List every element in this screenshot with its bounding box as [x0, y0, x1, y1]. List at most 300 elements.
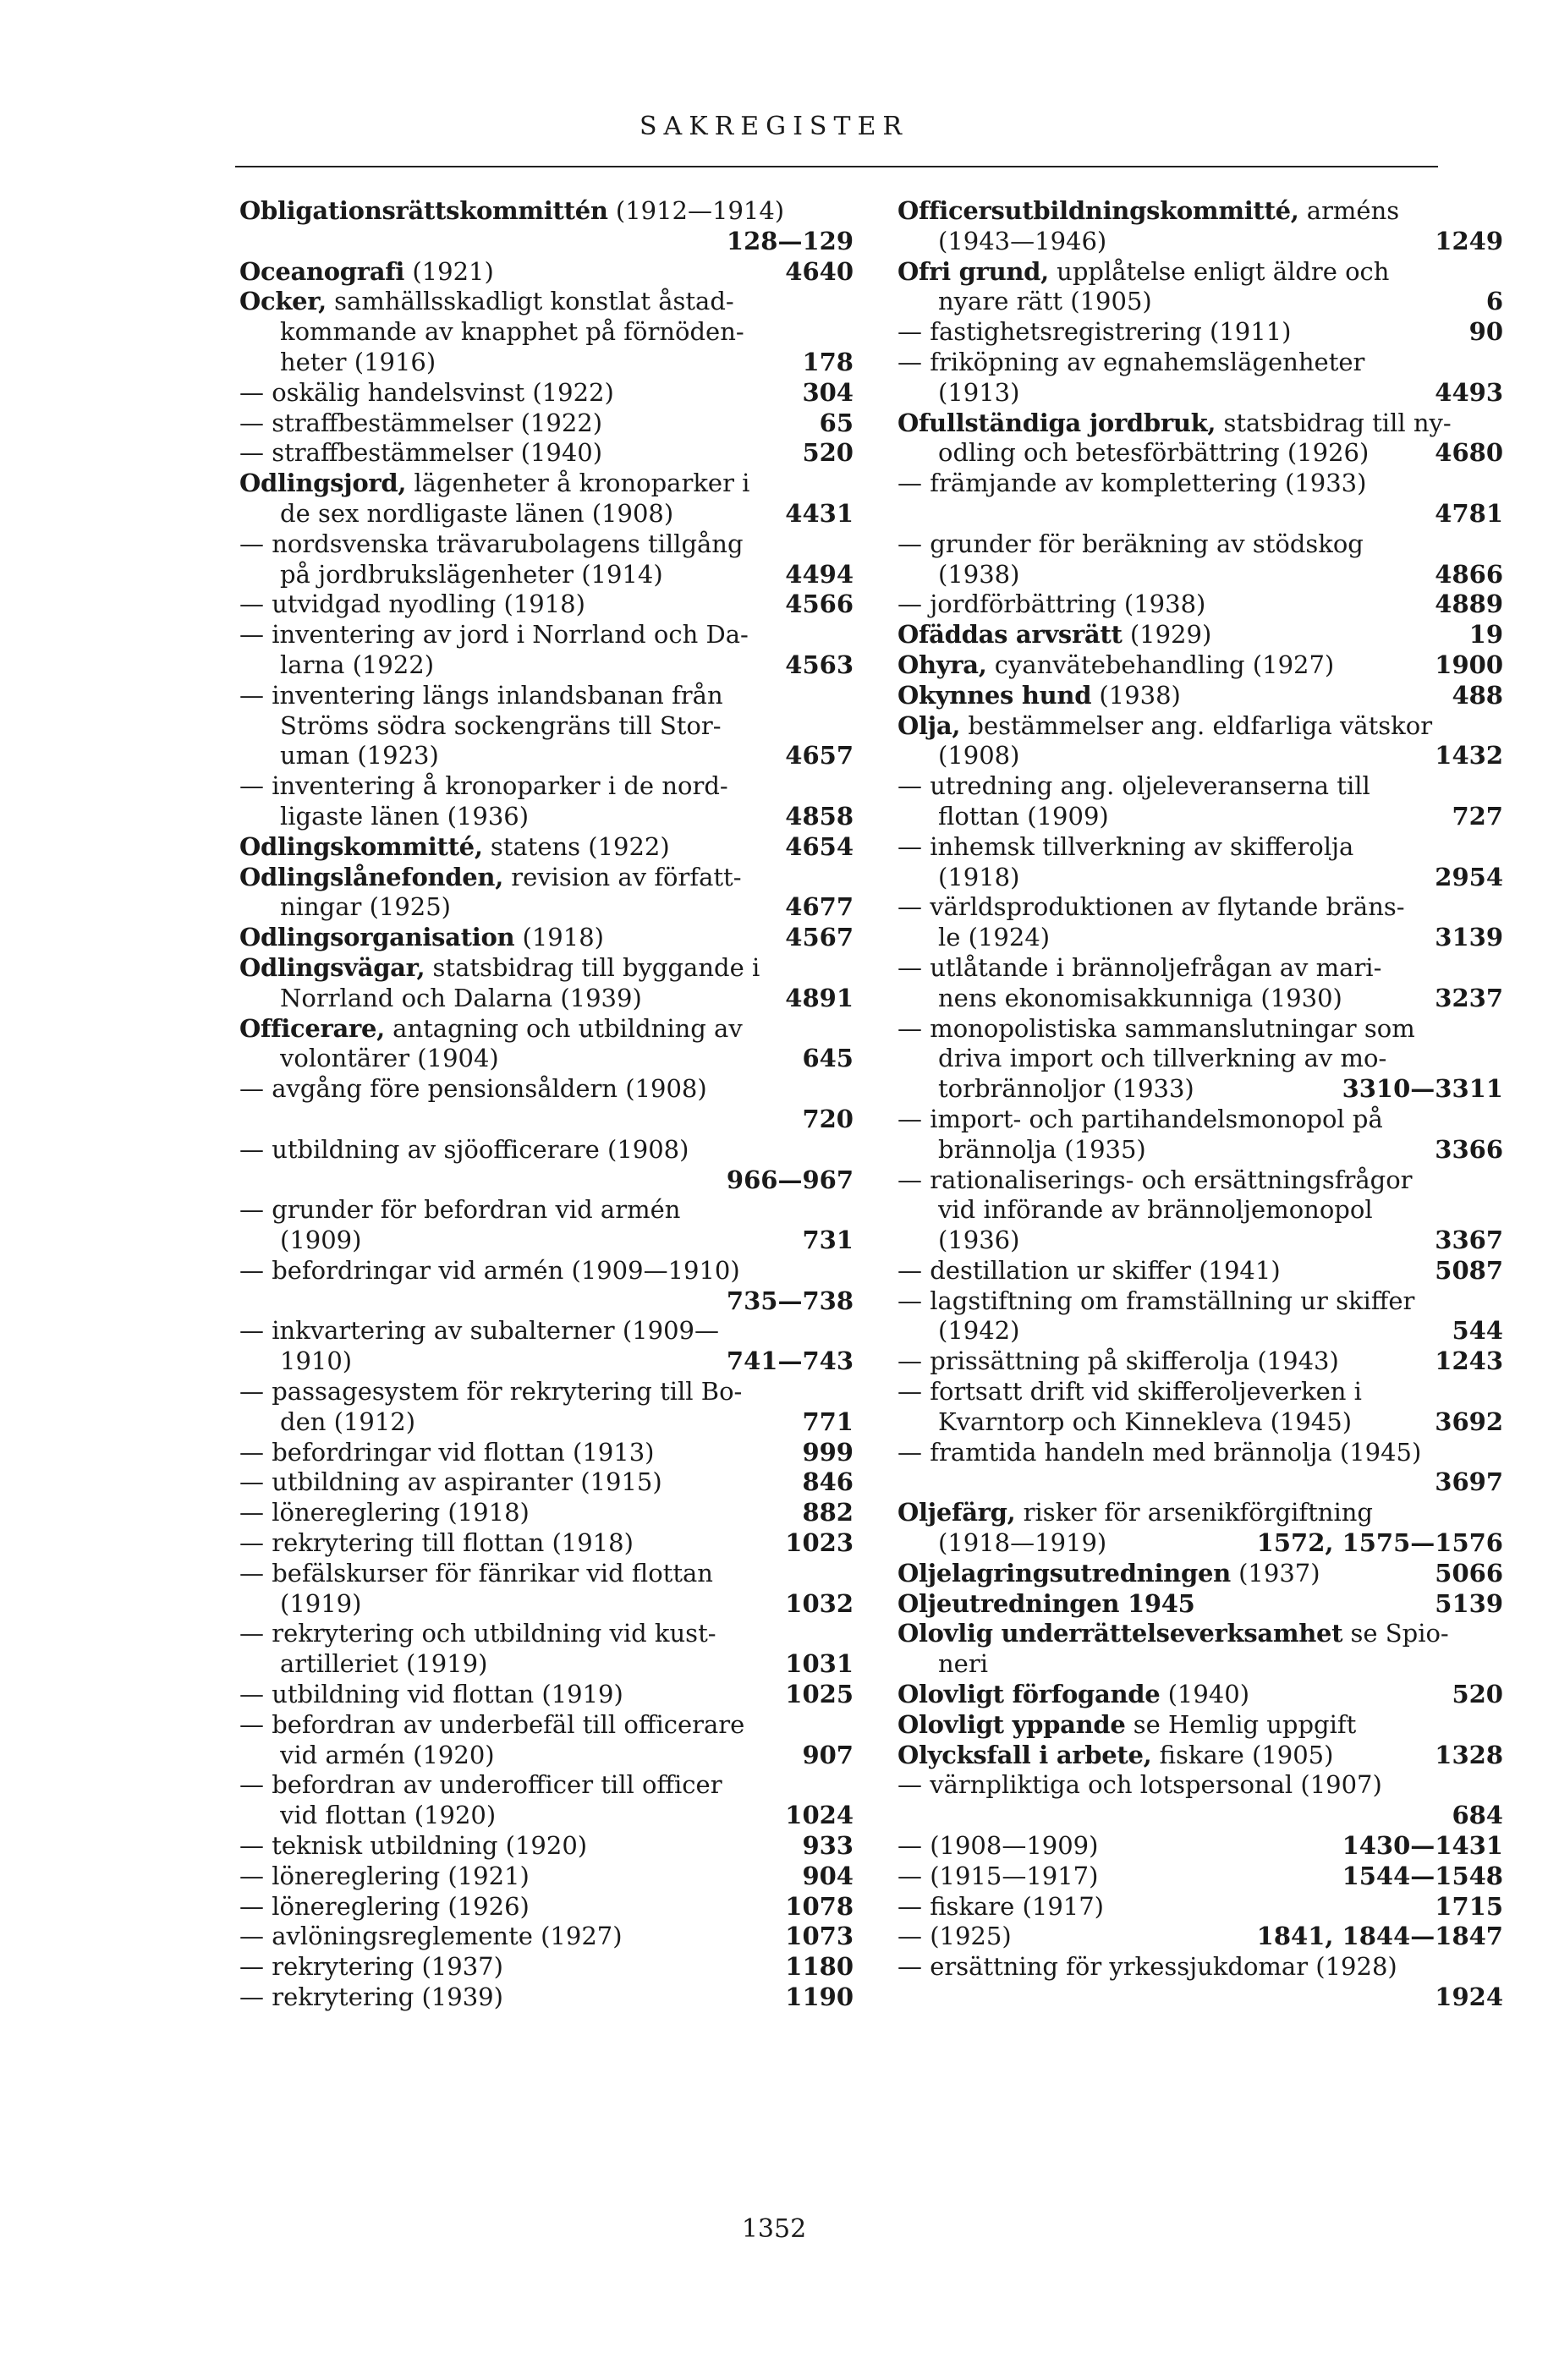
entry-continuation-line	[898, 1226, 1503, 1256]
entry-continuation-line	[898, 1407, 1503, 1438]
page-reference: 4640	[785, 256, 854, 286]
entry-line	[239, 1619, 854, 1649]
entry-continuation-line	[239, 711, 854, 742]
index-entry	[898, 711, 1503, 772]
entry-text	[898, 257, 1495, 288]
entry-continuation-line	[239, 1741, 854, 1771]
index-entry	[239, 681, 854, 771]
entry-text	[938, 1044, 1495, 1074]
entry-text	[280, 1346, 718, 1377]
index-entry	[898, 681, 1503, 711]
entry-continuation-line	[239, 892, 854, 923]
page-reference: 3697	[1435, 1467, 1503, 1497]
entry-line	[239, 438, 854, 469]
entry-line	[898, 348, 1503, 378]
entry-text	[898, 711, 1495, 742]
entry-text	[280, 499, 777, 529]
index-entry	[239, 1074, 854, 1135]
entry-description: statens (1922)	[482, 831, 670, 861]
entry-description: — lönereglering (1926)	[239, 1891, 530, 1921]
entry-continuation-line	[898, 1195, 1503, 1226]
entry-description: risker för arsenikförgiftning	[1015, 1498, 1373, 1527]
index-entry	[898, 620, 1503, 650]
entry-description: — passagesystem för rekrytering till Bo-	[239, 1377, 743, 1407]
page-reference: 3367	[1435, 1226, 1503, 1255]
entry-line	[898, 771, 1503, 802]
entry-description: uman (1923)	[280, 741, 439, 770]
index-entry	[239, 1922, 854, 1952]
entry-text	[898, 1346, 1426, 1377]
entry-text	[898, 1286, 1495, 1317]
entry-description: — destillation ur skiffer (1941)	[898, 1255, 1281, 1285]
page-reference: 1025	[785, 1680, 854, 1709]
entry-continuation-line	[239, 1226, 854, 1256]
entry-headword: Officerare,	[239, 1013, 385, 1043]
entry-text	[280, 984, 777, 1014]
entry-text	[938, 802, 1443, 832]
page-reference: 3237	[1435, 983, 1503, 1012]
entry-text	[280, 1741, 793, 1771]
index-entry	[898, 1377, 1503, 1438]
page-reference: 735—738	[726, 1286, 854, 1315]
entry-line	[239, 287, 854, 317]
entry-description: — befordringar vid armén (1909—1910)	[239, 1255, 740, 1285]
entry-text	[280, 1044, 793, 1074]
entry-continuation-line	[239, 1346, 854, 1377]
index-entry	[239, 257, 854, 288]
entry-line	[898, 953, 1503, 984]
page-reference: 4493	[1435, 377, 1503, 407]
page-reference: 304	[802, 377, 854, 407]
entry-description: de sex nordligaste länen (1908)	[280, 498, 674, 528]
entry-line	[898, 1619, 1503, 1649]
entry-line	[898, 1498, 1503, 1528]
index-entry	[239, 1892, 854, 1922]
entry-description: — avgång före pensionsåldern (1908)	[239, 1074, 707, 1104]
entry-description: — prissättning på skifferolja (1943)	[898, 1346, 1339, 1376]
entry-continuation-line	[239, 984, 854, 1014]
page-reference: 771	[802, 1407, 854, 1436]
entry-line	[898, 1014, 1503, 1045]
entry-description: den (1912)	[280, 1407, 416, 1436]
entry-text	[898, 409, 1495, 439]
entry-description: statsbidrag till byggande i	[425, 952, 760, 982]
page-reference: 178	[802, 347, 854, 376]
entry-description: arméns	[1298, 196, 1400, 225]
index-entry	[898, 529, 1503, 590]
page-reference: 520	[1452, 1680, 1503, 1709]
entry-text	[239, 1770, 845, 1801]
entry-description: neri	[938, 1649, 988, 1679]
page-reference: 4654	[785, 831, 854, 861]
index-entry	[239, 620, 854, 681]
entry-line	[239, 1467, 854, 1498]
entry-description: statsbidrag till ny-	[1216, 408, 1452, 437]
entry-text	[898, 832, 1495, 863]
page-reference: 4431	[785, 498, 854, 528]
entry-text	[239, 953, 845, 984]
entry-description: på jordbrukslägenheter (1914)	[280, 559, 663, 589]
entry-text	[239, 1014, 845, 1045]
entry-description: (1921)	[404, 256, 494, 286]
entry-description: (1937)	[1230, 1558, 1320, 1588]
index-entry	[898, 317, 1503, 348]
page-reference: 1032	[785, 1588, 854, 1618]
entry-continuation-line	[898, 1528, 1503, 1559]
entry-continuation-line	[898, 1074, 1503, 1105]
entry-description: nyare rätt (1905)	[938, 287, 1152, 316]
page-reference: 1715	[1435, 1891, 1503, 1921]
entry-headword: Ocker,	[239, 287, 327, 316]
entry-description: (1942)	[938, 1316, 1020, 1346]
entry-line	[239, 1710, 854, 1741]
entry-text	[898, 1862, 1334, 1892]
entry-line	[239, 469, 854, 499]
index-entry	[239, 1438, 854, 1468]
entry-line	[898, 1105, 1503, 1135]
entry-continuation-line	[239, 1105, 854, 1135]
entry-description: — avlöningsreglemente (1927)	[239, 1922, 623, 1951]
entry-continuation-line	[239, 1044, 854, 1074]
entry-text	[898, 1952, 1495, 1982]
entry-description: vid införande av brännoljemonopol	[938, 1195, 1373, 1225]
entry-continuation-line	[239, 802, 854, 832]
index-entry	[898, 1286, 1503, 1347]
entry-description: antagning och utbildning av	[384, 1013, 743, 1043]
entry-text	[239, 196, 845, 227]
page-reference: 4677	[785, 892, 854, 922]
entry-text	[898, 1256, 1426, 1286]
entry-description: — inventering å kronoparker i de nord-	[239, 771, 728, 801]
index-entry	[898, 1892, 1503, 1922]
entry-text	[239, 1528, 777, 1559]
entry-description: — fastighetsregistrering (1911)	[898, 317, 1292, 347]
entry-description: nens ekonomisakkunniga (1930)	[938, 983, 1342, 1012]
entry-description: brännolja (1935)	[938, 1134, 1146, 1164]
entry-description: — lönereglering (1921)	[239, 1861, 530, 1890]
entry-continuation-line	[239, 1589, 854, 1620]
entry-headword: Ofri grund,	[898, 256, 1049, 286]
entry-text	[898, 1741, 1426, 1771]
entry-description: — grunder för beräkning av stödskog	[898, 529, 1364, 558]
entry-description: — utbildning av aspiranter (1915)	[239, 1467, 662, 1497]
entry-line	[898, 1862, 1503, 1892]
page-reference: 5066	[1435, 1558, 1503, 1588]
entry-text	[239, 529, 845, 560]
entry-description: — nordsvenska trävarubolagens tillgång	[239, 529, 744, 558]
entry-line	[239, 196, 854, 227]
entry-text	[239, 1195, 845, 1226]
page-reference: 1430—1431	[1342, 1831, 1503, 1861]
index-entry	[898, 348, 1503, 409]
page-reference: 1900	[1435, 650, 1503, 679]
entry-description: (1938)	[938, 559, 1020, 589]
entry-description: Ströms södra sockengräns till Stor-	[280, 710, 722, 740]
entry-description: (1918)	[514, 923, 604, 952]
entry-line	[239, 1559, 854, 1589]
entry-line	[239, 1892, 854, 1922]
page-reference: 4563	[785, 650, 854, 679]
page-reference: 65	[819, 408, 854, 437]
index-entry	[898, 832, 1503, 893]
entry-line	[898, 196, 1503, 227]
entry-line	[239, 257, 854, 288]
entry-headword: Ofäddas arvsrätt	[898, 620, 1123, 650]
page-reference: 6	[1485, 287, 1503, 316]
entry-line	[898, 681, 1503, 711]
index-entry	[239, 196, 854, 257]
entry-text	[239, 590, 777, 620]
page-reference: 1024	[785, 1801, 854, 1830]
index-entry	[898, 1105, 1503, 1165]
entry-text	[280, 560, 777, 590]
index-entry	[239, 1467, 854, 1498]
entry-text	[239, 1619, 845, 1649]
entry-text	[280, 741, 777, 771]
index-entry	[239, 953, 854, 1014]
entry-line	[239, 1377, 854, 1407]
entry-line	[898, 1710, 1503, 1741]
entry-text	[898, 196, 1495, 227]
entry-text	[898, 529, 1495, 560]
entry-description: — utvidgad nyodling (1918)	[239, 590, 585, 619]
page-reference: 2954	[1435, 862, 1503, 891]
entry-continuation-line	[898, 1982, 1503, 2013]
page-reference: 1841, 1844—1847	[1256, 1922, 1503, 1951]
entry-line	[898, 1952, 1503, 1982]
entry-continuation-line	[898, 378, 1503, 409]
entry-continuation-line	[898, 227, 1503, 257]
entry-text	[239, 1952, 777, 1982]
index-entry	[898, 1831, 1503, 1862]
entry-line	[898, 1831, 1503, 1862]
entry-line	[239, 863, 854, 893]
entry-description: — utredning ang. oljeleveranserna till	[898, 771, 1370, 801]
entry-text	[898, 1680, 1443, 1710]
index-entry	[898, 1710, 1503, 1741]
entry-description: — utbildning vid flottan (1919)	[239, 1680, 623, 1709]
entry-text	[239, 438, 793, 469]
page-reference: 904	[802, 1861, 854, 1890]
entry-text	[898, 1105, 1495, 1135]
entry-text	[898, 1770, 1495, 1801]
entry-continuation-line	[239, 1407, 854, 1438]
entry-description: — inventering av jord i Norrland och Da-	[239, 620, 749, 650]
page-reference: 1924	[1435, 1982, 1503, 2012]
entry-text	[938, 560, 1426, 590]
entry-continuation-line	[239, 317, 854, 348]
entry-line	[898, 1770, 1503, 1801]
index-entry	[239, 438, 854, 469]
index-entry	[898, 590, 1503, 620]
page-reference: 1023	[785, 1528, 854, 1558]
entry-text	[898, 1438, 1495, 1468]
index-entry	[898, 1256, 1503, 1286]
entry-description: Norrland och Dalarna (1939)	[280, 983, 642, 1012]
entry-headword: Oljeutredningen 1945	[898, 1588, 1195, 1618]
index-entry	[898, 1741, 1503, 1771]
entry-description: flottan (1909)	[938, 801, 1109, 831]
entry-continuation-line	[239, 348, 854, 378]
page-reference: 4657	[785, 741, 854, 770]
entry-line	[239, 1862, 854, 1892]
entry-text	[239, 1377, 845, 1407]
index-entry	[239, 1014, 854, 1075]
index-entry	[239, 1982, 854, 2013]
entry-text	[239, 681, 845, 711]
index-entry	[239, 287, 854, 377]
entry-description: cyanvätebehandling (1927)	[986, 650, 1335, 679]
index-entry	[898, 1922, 1503, 1952]
entry-line	[239, 1922, 854, 1952]
entry-description: — inventering längs inlandsbanan från	[239, 680, 723, 710]
entry-text	[280, 317, 845, 348]
index-entry	[239, 469, 854, 529]
page-reference: 1572, 1575—1576	[1256, 1528, 1503, 1558]
entry-continuation-line	[898, 1801, 1503, 1831]
entry-text	[239, 1559, 845, 1589]
entry-headword: Odlingskommitté,	[239, 831, 483, 861]
entry-text	[938, 1649, 1495, 1680]
entry-text	[280, 711, 845, 742]
index-entry	[239, 1619, 854, 1680]
page-reference: 3366	[1435, 1134, 1503, 1164]
entry-description: — friköpning av egnahemslägenheter	[898, 347, 1365, 376]
entry-text	[239, 1256, 845, 1286]
index-entry	[898, 1438, 1503, 1499]
entry-description: — rekrytering (1939)	[239, 1982, 503, 2012]
entry-line	[239, 1680, 854, 1710]
entry-line	[898, 711, 1503, 742]
entry-line	[239, 1195, 854, 1226]
entry-description: — lagstiftning om framställning ur skiffer	[898, 1286, 1415, 1315]
entry-description: upplåtelse enligt äldre och	[1048, 256, 1390, 286]
page-reference: 684	[1452, 1801, 1503, 1830]
entry-text	[239, 287, 845, 317]
entry-text	[938, 1074, 1334, 1105]
entry-headword: Odlingsorganisation	[239, 923, 515, 952]
entry-continuation-line	[898, 287, 1503, 317]
entry-text	[938, 984, 1426, 1014]
index-entry	[239, 1498, 854, 1528]
entry-line	[239, 923, 854, 953]
entry-line	[898, 1892, 1503, 1922]
entry-text	[898, 348, 1495, 378]
entry-description: samhällsskadligt konstlat åstad-	[326, 287, 734, 316]
page-reference: 727	[1452, 801, 1503, 831]
page-reference: 1249	[1435, 226, 1503, 255]
entry-text	[898, 1498, 1495, 1528]
entry-continuation-line	[898, 438, 1503, 469]
entry-description: — rekrytering och utbildning vid kust-	[239, 1619, 716, 1648]
index-entry	[239, 529, 854, 590]
entry-headword: Olovligt förfogande	[898, 1680, 1161, 1709]
entry-text	[239, 1862, 793, 1892]
index-entry	[898, 1770, 1503, 1831]
entry-text	[239, 1922, 777, 1952]
entry-description: — (1908—1909)	[898, 1831, 1099, 1861]
entry-continuation-line	[898, 1135, 1503, 1165]
entry-line	[239, 1256, 854, 1286]
page-reference: 1243	[1435, 1346, 1503, 1376]
page-reference: 128—129	[726, 226, 854, 255]
entry-text	[239, 1467, 793, 1498]
entry-continuation-line	[239, 1649, 854, 1680]
entry-description: — monopolistiska sammanslutningar som	[898, 1013, 1415, 1043]
entry-headword: Olja,	[898, 710, 961, 740]
entry-description: (1908)	[938, 741, 1020, 770]
entry-description: — rekrytering till flottan (1918)	[239, 1528, 634, 1558]
entry-description: 1910)	[280, 1346, 353, 1376]
entry-continuation-line	[898, 741, 1503, 771]
entry-headword: Odlingsvägar,	[239, 952, 425, 982]
entry-line	[898, 1346, 1503, 1377]
entry-text	[239, 1498, 793, 1528]
entry-line	[239, 1498, 854, 1528]
entry-description: — världsproduktionen av flytande bräns-	[898, 892, 1405, 922]
entry-description: driva import och tillverkning av mo-	[938, 1044, 1387, 1073]
entry-description: — inhemsk tillverkning av skifferolja	[898, 831, 1354, 861]
entry-text	[898, 1710, 1495, 1741]
index-entry	[239, 1710, 854, 1771]
index-entry	[239, 1952, 854, 1982]
entry-line	[239, 409, 854, 439]
index-entry	[239, 923, 854, 953]
index-entry	[239, 832, 854, 863]
entry-description: — befordran av underbefäl till officerare	[239, 1709, 745, 1739]
index-entry	[898, 1498, 1503, 1559]
entry-text	[239, 1438, 793, 1468]
entry-line	[898, 469, 1503, 499]
entry-description: artilleriet (1919)	[280, 1649, 488, 1679]
entry-text	[938, 287, 1478, 317]
entry-headword: Olovligt yppande	[898, 1709, 1126, 1739]
index-entry	[898, 953, 1503, 1014]
index-entry	[898, 771, 1503, 832]
entry-line	[239, 1831, 854, 1862]
entry-description: — rationaliserings- och ersättningsfrågor	[898, 1165, 1413, 1194]
page-reference: 1073	[785, 1922, 854, 1951]
index-entry	[898, 257, 1503, 318]
entry-text	[898, 469, 1495, 499]
entry-description: bestämmelser ang. eldfarliga vätskor	[960, 710, 1433, 740]
entry-text	[239, 923, 777, 953]
entry-continuation-line	[239, 650, 854, 681]
entry-continuation-line	[239, 1286, 854, 1317]
page-reference: 4781	[1435, 498, 1503, 528]
page-reference: 1031	[785, 1649, 854, 1679]
index-entry	[898, 469, 1503, 529]
entry-text	[898, 1377, 1495, 1407]
entry-description: (1909)	[280, 1226, 362, 1255]
entry-headword: Olovlig underrättelseverksamhet	[898, 1619, 1343, 1648]
page-reference: 4891	[785, 983, 854, 1012]
index-entry	[239, 378, 854, 409]
left-column	[239, 196, 854, 2013]
page-reference: 3139	[1435, 923, 1503, 952]
entry-text	[280, 1649, 777, 1680]
entry-line	[239, 832, 854, 863]
entry-continuation-line	[239, 741, 854, 771]
entry-description: — straffbestämmelser (1940)	[239, 438, 603, 468]
page-reference: 4566	[785, 590, 854, 619]
entry-line	[239, 1316, 854, 1346]
index-entry	[239, 771, 854, 832]
entry-description: — befälskurser för fänrikar vid flottan	[239, 1558, 713, 1588]
page-reference: 720	[802, 1104, 854, 1133]
entry-line	[239, 1074, 854, 1105]
page-reference: 1078	[785, 1891, 854, 1921]
